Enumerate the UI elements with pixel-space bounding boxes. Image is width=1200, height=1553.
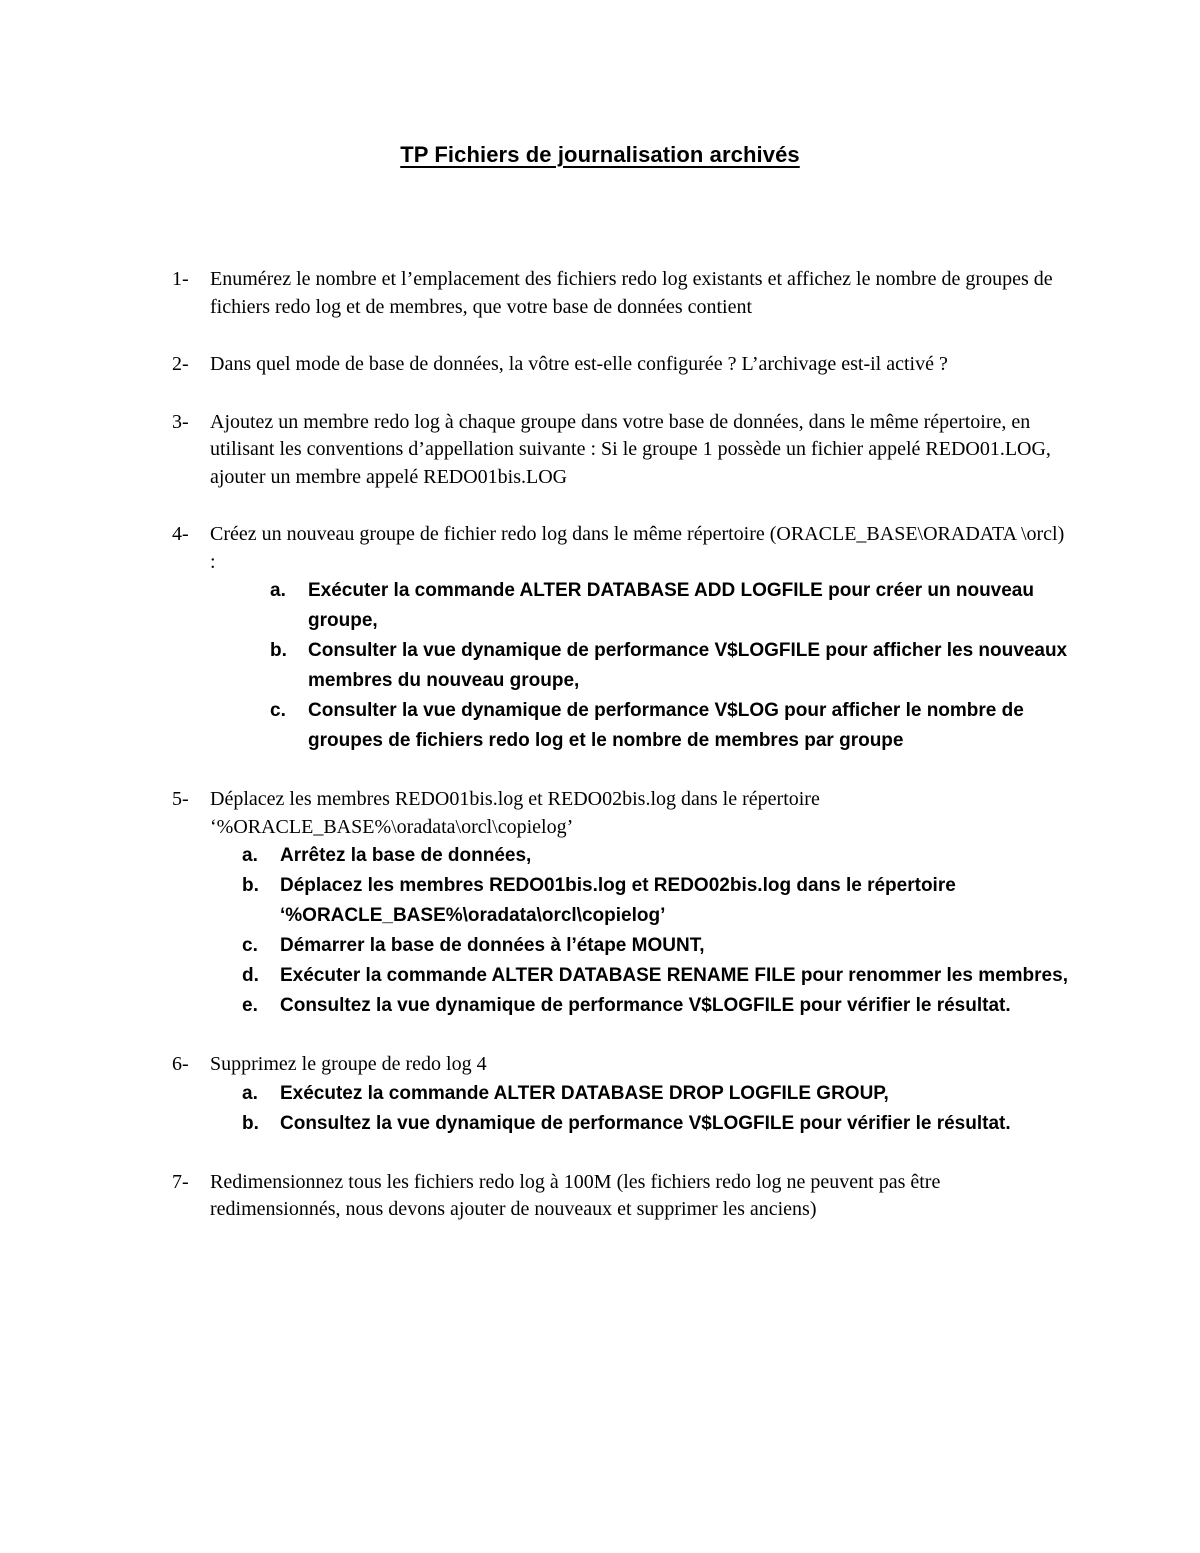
sub-question-text: Exécutez la commande ALTER DATABASE DROP LOGFILE GROUP,	[280, 1082, 889, 1104]
question-number: 3-	[172, 410, 189, 433]
sub-question-5b	[210, 871, 1072, 931]
sub-question-letter: d.	[242, 965, 259, 986]
sub-question-text: Déplacez les membres REDO01bis.log et REDO02bis.log dans le répertoire ‘%ORACLE_BASE%\oradata\orcl\copielog’	[280, 875, 956, 926]
question-2	[172, 351, 1072, 379]
sub-question-letter: a.	[242, 1082, 258, 1104]
question-text: Déplacez les membres REDO01bis.log et REDO02bis.log dans le répertoire ‘%ORACLE_BASE%\oradata\orcl\copielog’	[210, 788, 820, 838]
question-text: Supprimez le groupe de redo log 4	[210, 1053, 487, 1075]
sub-question-text: Exécuter la commande ALTER DATABASE ADD LOGFILE pour créer un nouveau groupe,	[308, 580, 1034, 631]
sub-question-list	[210, 841, 1072, 1021]
question-number: 7-	[172, 1170, 189, 1193]
question-1	[172, 266, 1072, 321]
sub-question-5c	[210, 931, 1072, 961]
sub-question-letter: b.	[242, 875, 259, 896]
question-list	[172, 266, 1072, 1254]
sub-question-5e	[210, 991, 1072, 1021]
sub-question-letter: e.	[242, 995, 258, 1016]
sub-question-list	[210, 576, 1072, 756]
sub-question-5a	[210, 841, 1072, 871]
question-number: 5-	[172, 788, 189, 810]
sub-question-text: Consulter la vue dynamique de performance V$LOGFILE pour afficher les nouveaux membres du nouveau groupe,	[308, 640, 1068, 691]
question-4	[172, 521, 1072, 756]
question-7	[172, 1169, 1072, 1224]
question-text: Redimensionnez tous les fichiers redo log à 100M (les fichiers redo log ne peuvent pas être redimensionnés, nous devons ajouter de nouveaux et supprimer les anciens)	[210, 1170, 941, 1220]
sub-question-4a	[210, 576, 1072, 636]
sub-question-letter: c.	[242, 935, 258, 956]
question-text: Enumérez le nombre et l’emplacement des fichiers redo log existants et affichez le nombre de groupes de fichiers redo log et de membres, que votre base de données contient	[210, 268, 1053, 318]
sub-question-letter: c.	[270, 700, 286, 721]
document-title: TP Fichiers de journalisation archivés	[400, 142, 800, 167]
question-text: Ajoutez un membre redo log à chaque groupe dans votre base de données, dans le même répertoire, en utilisant les conventions d’appellation suivante : Si le groupe 1 possède un fichier appelé REDO01.LOG, ajouter un membre appelé REDO01bis.LOG	[210, 410, 1051, 488]
sub-question-text: Arrêtez la base de données,	[280, 845, 532, 866]
sub-question-4b	[210, 636, 1072, 696]
question-number: 4-	[172, 523, 189, 545]
question-6	[172, 1051, 1072, 1139]
question-5	[172, 786, 1072, 1021]
sub-question-text: Consultez la vue dynamique de performance V$LOGFILE pour vérifier le résultat.	[280, 995, 1011, 1016]
sub-question-text: Exécuter la commande ALTER DATABASE RENAME FILE pour renommer les membres,	[280, 965, 1068, 986]
question-number: 1-	[172, 268, 189, 290]
sub-question-text: Consultez la vue dynamique de performance V$LOGFILE pour vérifier le résultat.	[280, 1112, 1011, 1134]
sub-question-letter: a.	[242, 845, 258, 866]
question-text: Dans quel mode de base de données, la vôtre est-elle configurée ? L’archivage est-il activé ?	[210, 353, 948, 375]
question-number: 2-	[172, 353, 189, 375]
sub-question-text: Démarrer la base de données à l’étape MOUNT,	[280, 935, 705, 956]
sub-question-list	[210, 1079, 1072, 1139]
sub-question-text: Consulter la vue dynamique de performance V$LOG pour afficher le nombre de groupes de fichiers redo log et le nombre de membres par groupe	[308, 700, 1024, 751]
sub-question-5d	[210, 961, 1072, 991]
question-number: 6-	[172, 1053, 189, 1075]
sub-question-4c	[210, 696, 1072, 756]
sub-question-6b	[210, 1109, 1072, 1139]
sub-question-letter: a.	[270, 580, 286, 601]
question-text: Créez un nouveau groupe de fichier redo log dans le même répertoire (ORACLE_BASE\ORADATA \orcl) :	[210, 523, 1065, 573]
sub-question-letter: b.	[270, 640, 287, 661]
question-3	[172, 409, 1072, 492]
sub-question-letter: b.	[242, 1112, 259, 1134]
sub-question-6a	[210, 1079, 1072, 1109]
